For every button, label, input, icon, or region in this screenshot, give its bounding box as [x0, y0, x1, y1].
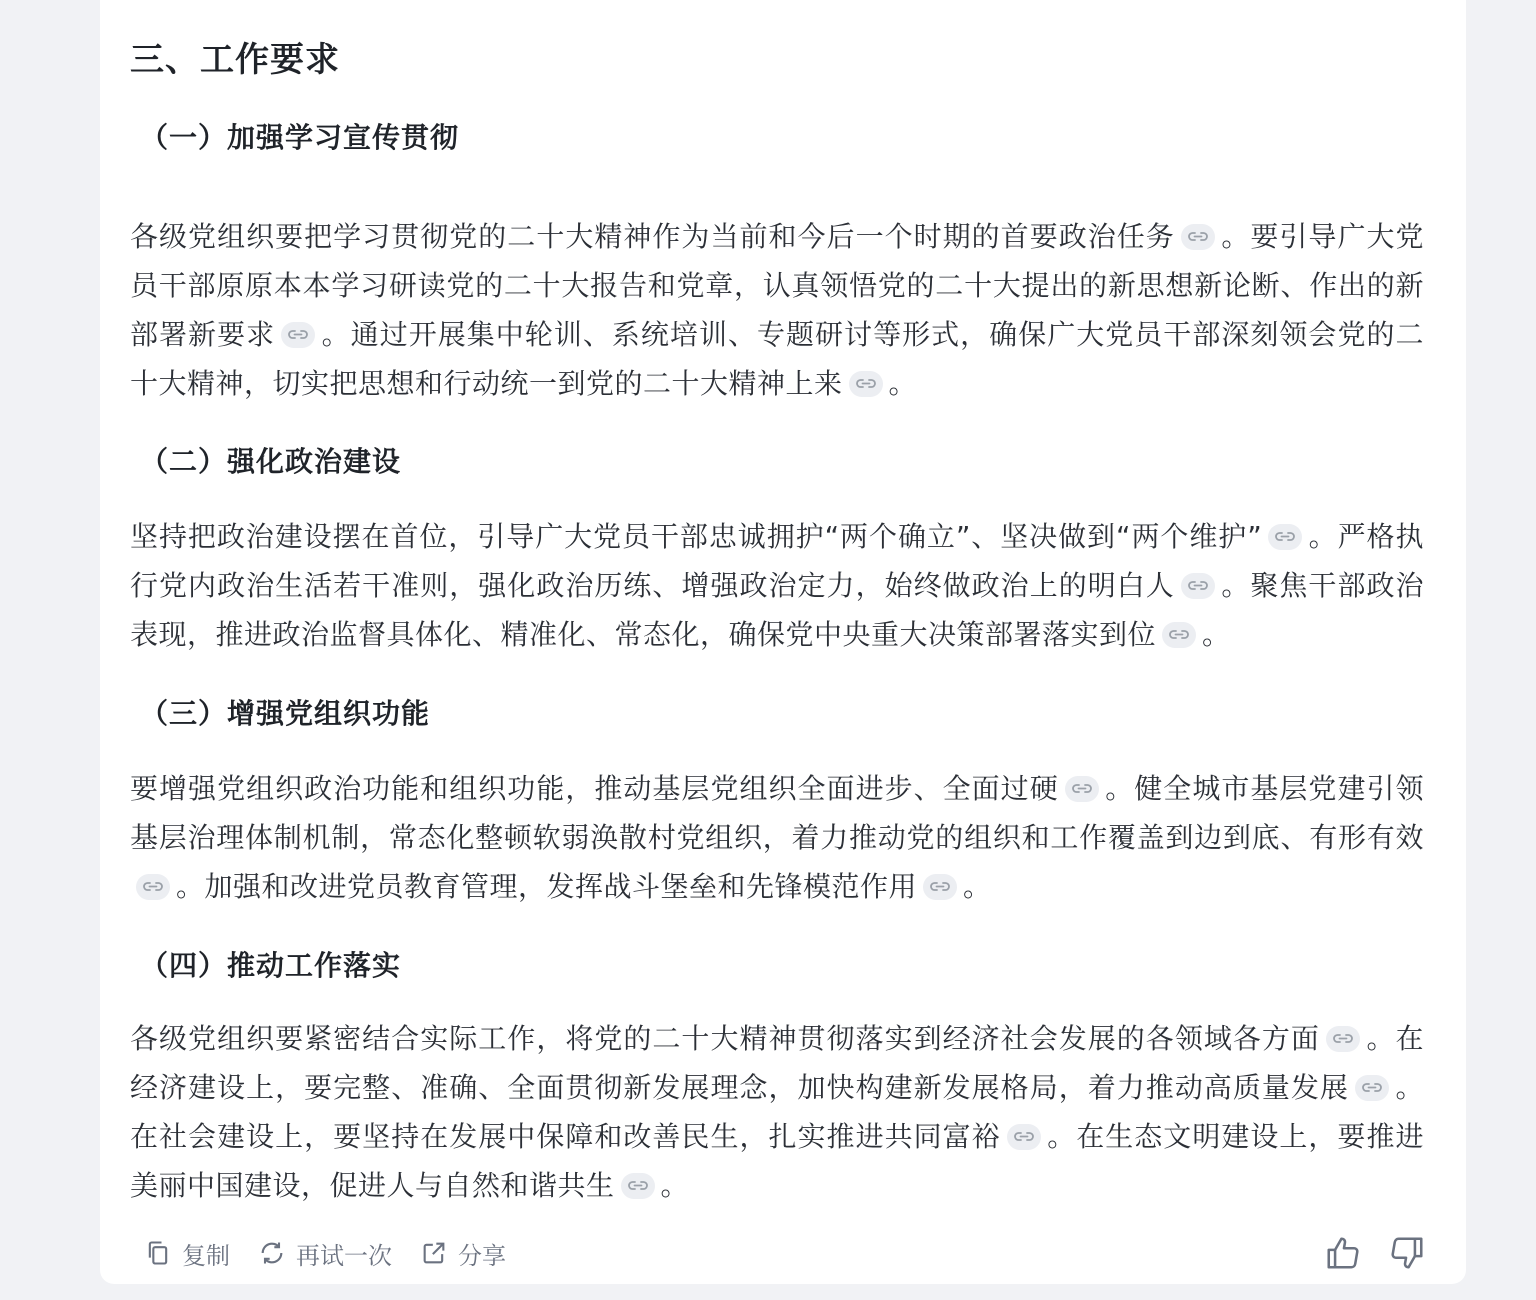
link-icon[interactable] [1181, 224, 1215, 250]
subsection-heading-4: （四）推动工作落实 [140, 949, 402, 982]
copy-button[interactable] [144, 1236, 230, 1271]
subsection-heading-2: （二）强化政治建设 [140, 445, 402, 478]
copy-label: 复制 [182, 1241, 230, 1270]
paragraph-text: 坚持把政治建设摆在首位，引导广大党员干部忠诚拥护“两个确立”、坚决做到“两个维护” [130, 520, 1263, 553]
paragraph-text: 。在社会建设上，要坚持在发展中保障和改善民生，扎实推进共同富裕 [130, 1071, 1424, 1153]
paragraph-text: 各级党组织要把学习贯彻党的二十大精神作为当前和今后一个时期的首要政治任务 [130, 220, 1175, 253]
copy-icon [144, 1239, 172, 1267]
link-icon[interactable] [1181, 573, 1215, 599]
link-icon[interactable] [136, 874, 170, 900]
subsection-heading-3: （三）增强党组织功能 [140, 697, 431, 730]
paragraph-text: 。加强和改进党员教育管理，发挥战斗堡垒和先锋模范作用 [176, 870, 918, 903]
subsection-paragraph-4 [130, 1014, 1424, 1210]
paragraph-text: 。在生态文明建设上，要推进美丽中国建设，促进人与自然和谐共生 [130, 1120, 1424, 1202]
refresh-icon [258, 1239, 286, 1267]
paragraph-text: 。严格执行党内政治生活若干准则，强化政治历练、增强政治定力，始终做政治上的明白人 [130, 520, 1424, 602]
subsection-paragraph-1 [130, 212, 1424, 408]
share-label: 分享 [458, 1241, 506, 1270]
paragraph-text: 。通过开展集中轮训、系统培训、专题研讨等形式，确保广大党员干部深刻领会党的二十大精神，切实把思想和行动统一到党的二十大精神上来 [130, 318, 1424, 400]
thumbs-down-icon[interactable] [1388, 1234, 1426, 1272]
link-icon[interactable] [849, 371, 883, 397]
share-button[interactable] [420, 1236, 506, 1271]
subsection-heading-1: （一）加强学习宣传贯彻 [140, 121, 460, 154]
retry-label: 再试一次 [296, 1241, 392, 1270]
paragraph-text: 。 [1202, 618, 1231, 651]
subsection-paragraph-3 [130, 764, 1424, 911]
retry-button[interactable] [258, 1236, 392, 1271]
paragraph-text: 要增强党组织政治功能和组织功能，推动基层党组织全面进步、全面过硬 [130, 772, 1059, 805]
section-title: 三、工作要求 [130, 40, 340, 80]
link-icon[interactable] [281, 322, 315, 348]
subsection-paragraph-2 [130, 512, 1424, 659]
paragraph-text: 各级党组织要紧密结合实际工作，将党的二十大精神贯彻落实到经济社会发展的各领域各方面 [130, 1022, 1320, 1055]
answer-toolbar [144, 1228, 1426, 1278]
link-icon[interactable] [1007, 1124, 1041, 1150]
paragraph-text: 。 [888, 367, 918, 400]
link-icon[interactable] [1065, 776, 1099, 802]
paragraph-text: 。在经济建设上，要完整、准确、全面贯彻新发展理念，加快构建新发展格局，着力推动高质量发展 [130, 1022, 1424, 1104]
paragraph-text: 。 [660, 1169, 690, 1202]
answer-card [100, 0, 1466, 1284]
paragraph-text: 。聚焦干部政治表现，推进政治监督具体化、精准化、常态化，确保党中央重大决策部署落实到位 [130, 569, 1424, 651]
link-icon[interactable] [1355, 1075, 1389, 1101]
link-icon[interactable] [1268, 524, 1302, 550]
paragraph-text: 。 [963, 870, 992, 903]
link-icon[interactable] [1162, 622, 1196, 648]
thumbs-up-icon[interactable] [1324, 1234, 1362, 1272]
link-icon[interactable] [923, 874, 957, 900]
link-icon[interactable] [621, 1173, 655, 1199]
paragraph-text: 。要引导广大党员干部原原本本学习研读党的二十大报告和党章，认真领悟党的二十大提出的新思想新论断、作出的新部署新要求 [130, 220, 1424, 351]
link-icon[interactable] [1326, 1026, 1360, 1052]
paragraph-text: 。健全城市基层党建引领基层治理体制机制，常态化整顿软弱涣散村党组织，着力推动党的组织和工作覆盖到边到底、有形有效 [130, 772, 1424, 854]
share-icon [420, 1239, 448, 1267]
